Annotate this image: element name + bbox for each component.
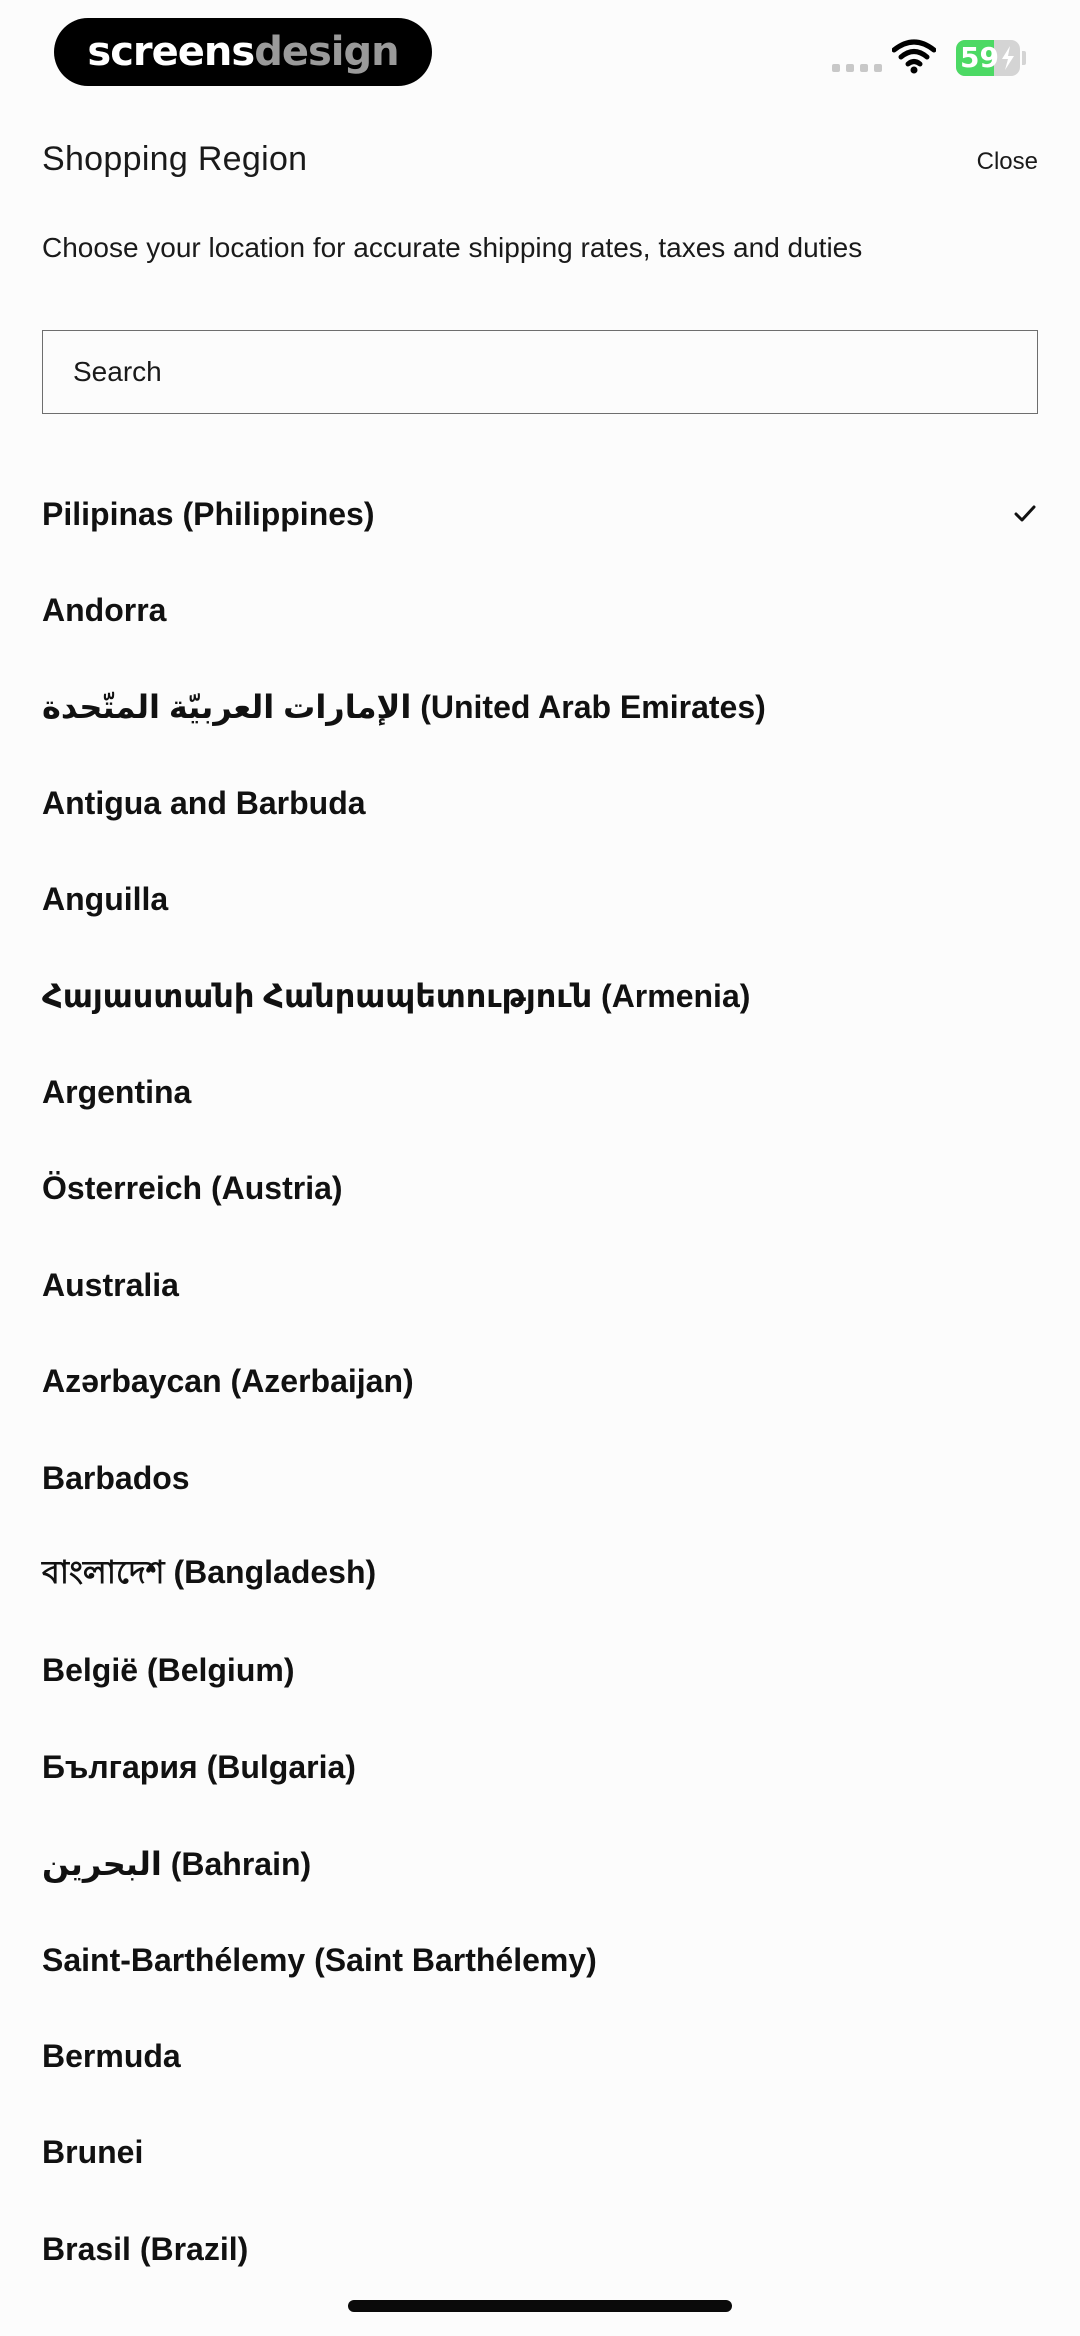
search-input[interactable]: [71, 355, 1009, 389]
region-row[interactable]: [0, 1526, 1080, 1622]
region-list: [0, 466, 1080, 2297]
battery-cap: [1022, 51, 1026, 65]
region-name: Հայաստանի Հանրապետություն (Armenia): [42, 978, 751, 1015]
region-row[interactable]: [0, 1623, 1080, 1719]
battery-percent: 59: [960, 41, 999, 74]
region-row[interactable]: [0, 1044, 1080, 1140]
region-row[interactable]: [0, 1334, 1080, 1430]
brand-logo-part-1: screens: [87, 29, 255, 75]
region-name: Pilipinas (Philippines): [42, 495, 375, 532]
region-row[interactable]: [0, 1430, 1080, 1526]
bolt-icon: [1000, 46, 1016, 70]
region-row[interactable]: [0, 2008, 1080, 2104]
region-name: Andorra: [42, 592, 167, 629]
region-name: Saint-Barthélemy (Saint Barthélemy): [42, 1941, 597, 1978]
region-name: Brasil (Brazil): [42, 2230, 249, 2267]
page-title: Shopping Region: [42, 140, 308, 178]
region-name: البحرين (Bahrain): [42, 1845, 312, 1882]
region-name: Barbados: [42, 1459, 190, 1496]
region-name: الإمارات العربيّة المتّحدة (United Arab Emirates): [42, 688, 766, 725]
cellular-signal-icon: [832, 64, 882, 72]
brand-logo-part-2: design: [254, 29, 399, 75]
search-field[interactable]: [42, 330, 1038, 414]
region-row[interactable]: [0, 466, 1080, 562]
region-row[interactable]: [0, 1815, 1080, 1911]
region-name: België (Belgium): [42, 1652, 295, 1689]
region-name: বাংলাদেশ (Bangladesh): [42, 1554, 377, 1591]
region-row[interactable]: [0, 852, 1080, 948]
region-row[interactable]: [0, 1237, 1080, 1333]
region-name: Anguilla: [42, 881, 169, 918]
check-icon: [1012, 501, 1038, 527]
region-row[interactable]: [0, 659, 1080, 755]
region-row[interactable]: [0, 562, 1080, 658]
region-name: Azərbaycan (Azerbaijan): [42, 1363, 414, 1400]
region-name: Antigua and Barbuda: [42, 784, 366, 821]
region-row[interactable]: [0, 2105, 1080, 2201]
region-name: Bermuda: [42, 2037, 181, 2074]
region-name: Österreich (Austria): [42, 1170, 343, 1207]
region-row[interactable]: [0, 948, 1080, 1044]
region-row[interactable]: [0, 1141, 1080, 1237]
page-subtitle: Choose your location for accurate shipping rates, taxes and duties: [42, 232, 863, 263]
region-name: България (Bulgaria): [42, 1748, 356, 1785]
status-bar: [0, 0, 1080, 110]
brand-logo: [54, 18, 432, 86]
region-name: Argentina: [42, 1074, 192, 1111]
region-row[interactable]: [0, 2201, 1080, 2297]
wifi-icon: [892, 38, 936, 74]
region-name: Australia: [42, 1266, 179, 1303]
region-row[interactable]: [0, 755, 1080, 851]
region-name: Brunei: [42, 2134, 144, 2171]
close-button[interactable]: Close: [976, 148, 1038, 175]
battery-indicator: [956, 40, 1020, 76]
region-row[interactable]: [0, 1912, 1080, 2008]
home-indicator: [348, 2300, 732, 2312]
region-row[interactable]: [0, 1719, 1080, 1815]
